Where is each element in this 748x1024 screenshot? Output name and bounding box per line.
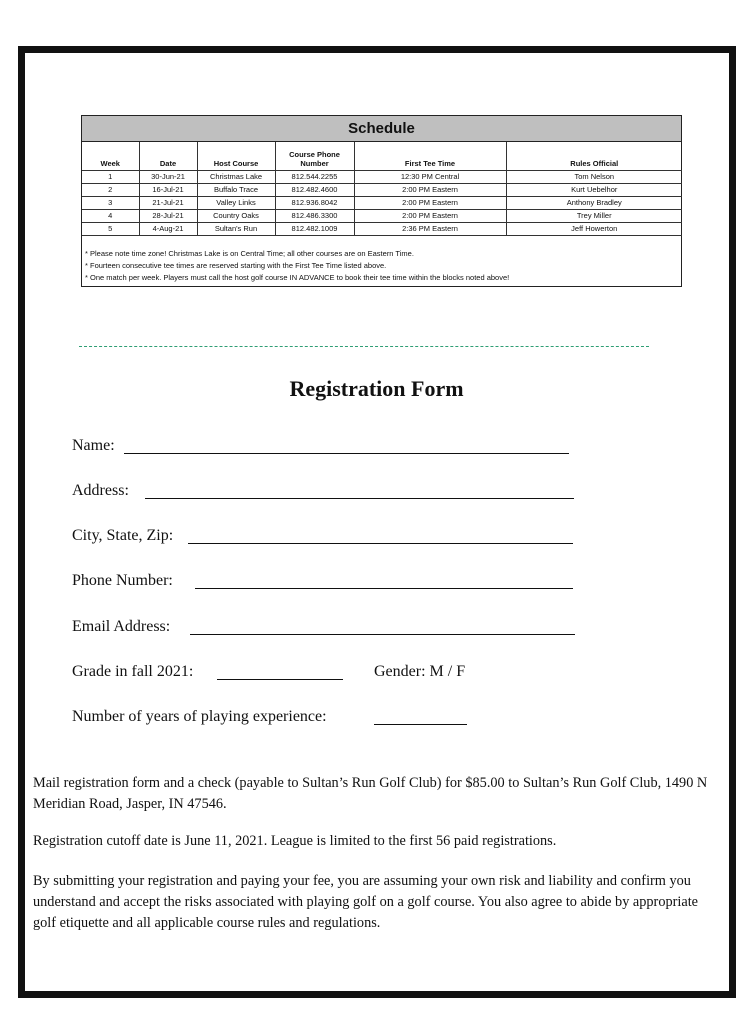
cell-week: 4 [82,210,139,223]
cell-week: 1 [82,171,139,184]
cell-first-tee-time: 2:00 PM Eastern [354,197,506,210]
schedule-row [82,210,682,223]
form-title: Registration Form [289,376,464,401]
phone-number-input-line[interactable] [195,588,573,589]
phone-number-label: Phone Number: [72,572,173,589]
cell-rules-official: Trey Miller [506,210,682,223]
cell-first-tee-time: 2:00 PM Eastern [354,184,506,197]
col-header-first-tee-time: First Tee Time [354,142,506,171]
grade-label: Grade in fall 2021: [72,663,194,680]
section-divider [79,346,649,347]
cell-date: 30-Jun-21 [139,171,197,184]
cell-rules-official: Kurt Uebelhor [506,184,682,197]
name-input-line[interactable] [124,453,569,454]
cell-rules-official: Tom Nelson [506,171,682,184]
cell-week: 5 [82,223,139,236]
email-address-label: Email Address: [72,618,171,635]
col-header-phone-line1: Course Phone [289,150,340,159]
email-address-input-line[interactable] [190,634,575,635]
grade-input-line[interactable] [217,679,343,680]
col-header-rules-official: Rules Official [506,142,682,171]
schedule-row [82,184,682,197]
cell-host-course: Country Oaks [197,210,275,223]
cell-host-course: Valley Links [197,197,275,210]
schedule-row [82,197,682,210]
cell-first-tee-time: 2:36 PM Eastern [354,223,506,236]
cell-host-course: Sultan's Run [197,223,275,236]
liability-waiver: By submitting your registration and paying your fee, you are assuming your own risk and liability and confirm you understand and accept the risks associated with playing golf on a golf course. You also agree to abide by appropriate golf etiquette and all applicable course rules and regulations. [33,873,699,931]
cell-rules-official: Anthony Bradley [506,197,682,210]
cell-host-course: Christmas Lake [197,171,275,184]
cell-first-tee-time: 2:00 PM Eastern [354,210,506,223]
cell-first-tee-time: 12:30 PM Central [354,171,506,184]
cell-date: 16-Jul-21 [139,184,197,197]
cell-date: 21-Jul-21 [139,197,197,210]
schedule-header-row [82,142,682,171]
cell-rules-official: Jeff Howerton [506,223,682,236]
col-header-week: Week [82,142,139,171]
note-tee-times: * Fourteen consecutive tee times are reserved starting with the First Tee Time listed above. [85,261,387,270]
schedule-row [82,171,682,184]
cell-date: 4-Aug-21 [139,223,197,236]
mail-instructions: Mail registration form and a check (payable to Sultan’s Run Golf Club) for $85.00 to Sultan’s Run Golf Club, 1490 N Meridian Road, Jasper, IN 47546. [33,775,708,812]
schedule-notes [82,236,681,284]
experience-label: Number of years of playing experience: [72,708,327,725]
cell-course-phone: 812.544.2255 [275,171,354,184]
gender-field[interactable]: Gender: M / F [374,663,466,680]
note-one-match: * One match per week. Players must call the host golf course IN ADVANCE to book their tee time within the blocks noted above! [85,273,510,282]
col-header-phone-line2: Number [300,159,329,168]
schedule-title: Schedule [82,116,681,142]
name-label: Name: [72,437,115,454]
schedule-grid [82,142,682,236]
cell-course-phone: 812.936.8042 [275,197,354,210]
cell-course-phone: 812.486.3300 [275,210,354,223]
cell-course-phone: 812.482.1009 [275,223,354,236]
address-input-line[interactable] [145,498,574,499]
schedule-row [82,223,682,236]
cell-date: 28-Jul-21 [139,210,197,223]
schedule-table [81,115,682,287]
col-header-host-course: Host Course [197,142,275,171]
cutoff-notice: Registration cutoff date is June 11, 2021. League is limited to the first 56 paid registrations. [33,833,557,849]
col-header-date: Date [139,142,197,171]
city-state-zip-label: City, State, Zip: [72,527,174,544]
note-time-zone: * Please note time zone! Christmas Lake is on Central Time; all other courses are on Eastern Time. [85,249,414,258]
col-header-course-phone [275,142,354,171]
cell-course-phone: 812.482.4600 [275,184,354,197]
cell-host-course: Buffalo Trace [197,184,275,197]
cell-week: 2 [82,184,139,197]
city-state-zip-input-line[interactable] [188,543,573,544]
experience-input-line[interactable] [374,724,467,725]
address-label: Address: [72,482,129,499]
cell-week: 3 [82,197,139,210]
